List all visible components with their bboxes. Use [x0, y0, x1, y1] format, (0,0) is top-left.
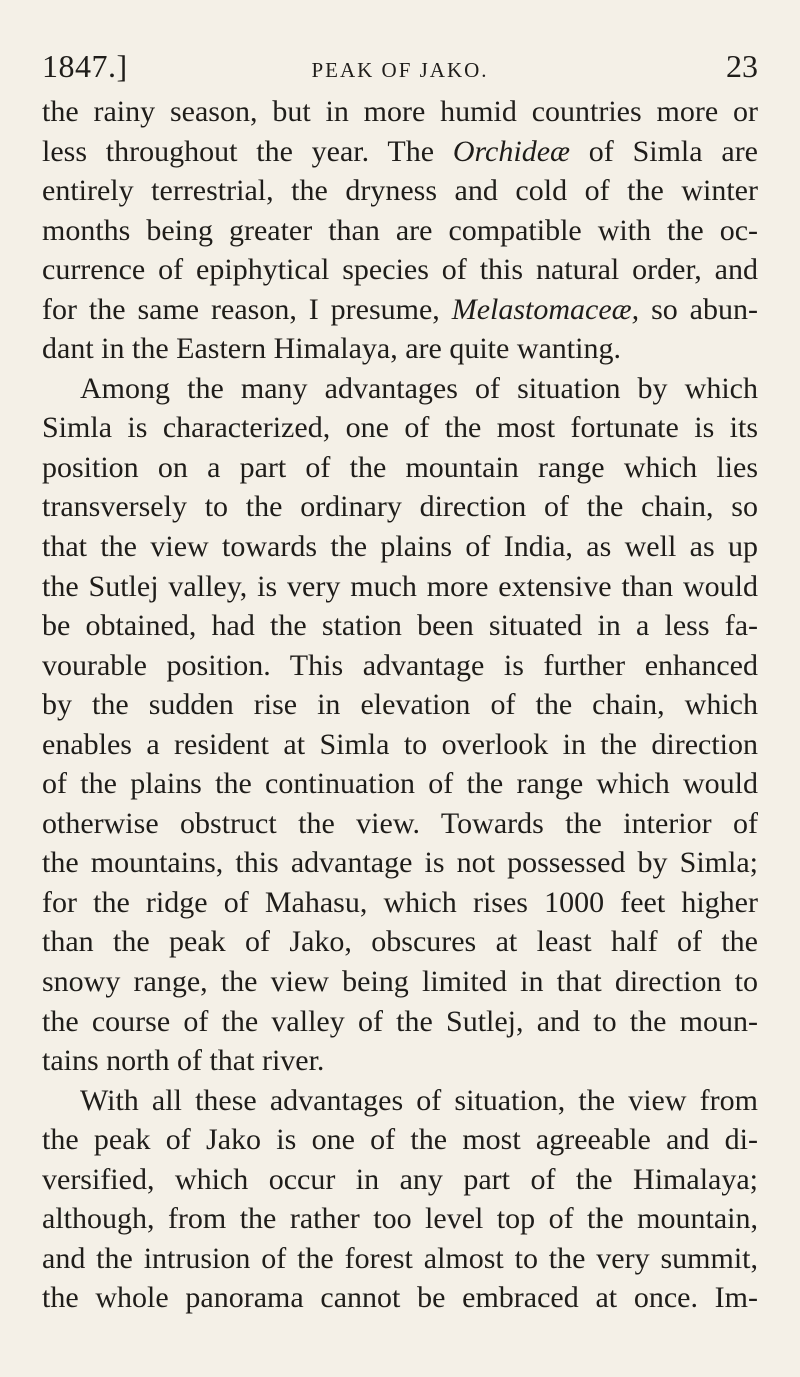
text-line: months being greater than are compatible with the oc- — [42, 213, 758, 247]
text-line: that the view towards the plains of India, as well as up — [42, 530, 758, 564]
text-line: although, from the rather too level top of the mountain, — [42, 1202, 758, 1236]
text-line: currence of epiphytical species of this natural order, and — [42, 253, 758, 287]
text-line: the peak of Jako is one of the most agreeable and di- — [42, 1123, 758, 1157]
text-line: of the plains the continuation of the range which would — [42, 767, 758, 801]
paragraph-1 — [42, 92, 758, 369]
text-line: than the peak of Jako, obscures at least half of the — [42, 925, 758, 959]
italic-term-melastomaceae: Melastomaceæ, — [451, 292, 640, 326]
text-line: the Sutlej valley, is very much more extensive than would — [42, 569, 758, 603]
text-line: snowy range, the view being limited in that direction to — [42, 965, 758, 999]
text-line: tains north of that river. — [42, 1044, 325, 1078]
text-line: vourable position. This advantage is further enhanced — [42, 648, 758, 682]
running-title: PEAK OF JAKO. — [311, 58, 489, 82]
text-line: for the ridge of Mahasu, which rises 1000 feet higher — [42, 885, 758, 919]
paragraph-2 — [42, 369, 758, 1081]
text-line — [42, 290, 758, 330]
text-line: enables a resident at Simla to overlook in the direction — [42, 727, 758, 761]
text-line: Simla is characterized, one of the most fortunate is its — [42, 411, 758, 445]
text-line: the course of the valley of the Sutlej, and to the moun- — [42, 1004, 758, 1038]
text-line: be obtained, had the station been situated in a less fa- — [42, 609, 758, 643]
paragraph-3 — [42, 1081, 758, 1318]
chapter-year: 1847.] — [42, 48, 128, 84]
text-line: transversely to the ordinary direction of the chain, so — [42, 490, 758, 524]
italic-term-orchideae: Orchideæ — [452, 134, 571, 168]
text-fragment: so abun- — [639, 292, 758, 326]
text-fragment: for the same reason, I presume, — [42, 292, 452, 326]
text-line: position on a part of the mountain range which lies — [42, 450, 758, 484]
text-line: the rainy season, but in more humid countries more or — [42, 95, 758, 128]
text-fragment: less throughout the year. The — [42, 134, 453, 168]
text-line: otherwise obstruct the view. Towards the interior of — [42, 806, 758, 840]
text-line: With all these advantages of situation, the view from — [80, 1083, 758, 1117]
text-line: entirely terrestrial, the dryness and cold of the winter — [42, 174, 758, 208]
text-line: the mountains, this advantage is not possessed by Simla; — [42, 846, 758, 880]
text-line — [42, 132, 758, 172]
text-line: dant in the Eastern Himalaya, are quite wanting. — [42, 332, 621, 366]
text-line: the whole panorama cannot be embraced at once. Im- — [42, 1281, 758, 1315]
text-line: Among the many advantages of situation by which — [80, 371, 758, 405]
text-line: by the sudden rise in elevation of the chain, which — [42, 688, 758, 722]
text-line: and the intrusion of the forest almost to the very summit, — [42, 1241, 758, 1275]
page-number: 23 — [726, 48, 758, 84]
text-fragment: of Simla are — [570, 134, 758, 168]
body-text — [42, 92, 758, 1318]
text-line: versified, which occur in any part of the Himalaya; — [42, 1162, 758, 1196]
